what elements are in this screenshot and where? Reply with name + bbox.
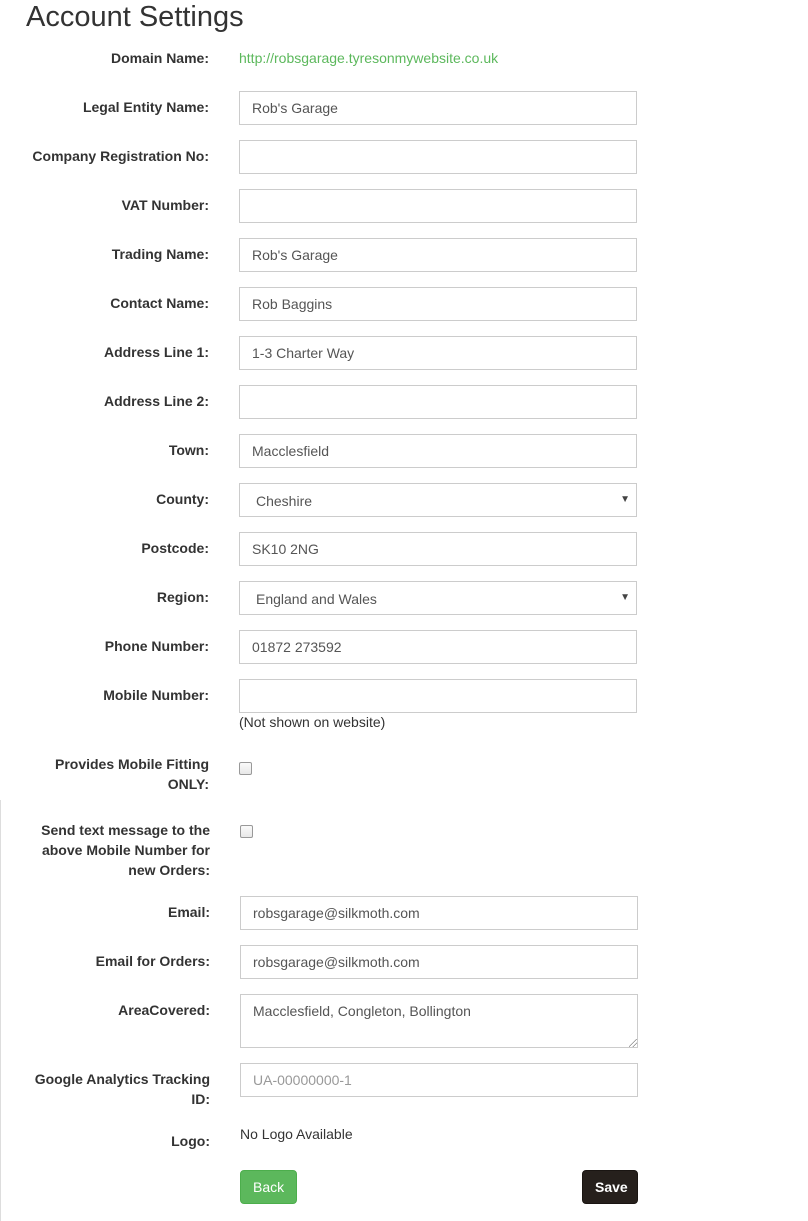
logo-status-text: No Logo Available bbox=[240, 1126, 353, 1142]
label-email-orders: Email for Orders: bbox=[95, 953, 210, 969]
county-select[interactable] bbox=[239, 483, 637, 517]
back-button[interactable]: Back bbox=[240, 1170, 297, 1204]
domain-name-link[interactable]: http://robsgarage.tyresonmywebsite.co.uk bbox=[239, 50, 499, 66]
address-line-1-input[interactable] bbox=[239, 336, 637, 370]
contact-name-input[interactable] bbox=[239, 287, 637, 321]
label-google-analytics-line1: Google Analytics Tracking bbox=[34, 1071, 210, 1087]
label-address-line-1: Address Line 1: bbox=[103, 344, 209, 360]
address-line-2-input[interactable] bbox=[239, 385, 637, 419]
google-analytics-input[interactable] bbox=[240, 1063, 638, 1097]
caret-down-icon: ▼ bbox=[620, 494, 630, 505]
label-address-line-2: Address Line 2: bbox=[103, 393, 209, 409]
company-registration-input[interactable] bbox=[239, 140, 637, 174]
area-covered-wrapper bbox=[240, 994, 638, 1048]
label-town: Town: bbox=[168, 442, 209, 458]
vat-number-input[interactable] bbox=[239, 189, 637, 223]
label-google-analytics-line2: ID: bbox=[191, 1091, 210, 1107]
region-select[interactable] bbox=[239, 581, 637, 615]
caret-down-icon: ▼ bbox=[620, 592, 630, 603]
label-vat-number: VAT Number: bbox=[121, 197, 209, 213]
postcode-input[interactable] bbox=[239, 532, 637, 566]
email-orders-input[interactable] bbox=[240, 945, 638, 979]
send-text-checkbox[interactable] bbox=[240, 825, 253, 838]
phone-number-input[interactable] bbox=[239, 630, 637, 664]
mobile-number-input[interactable] bbox=[239, 679, 637, 713]
left-border-rule bbox=[0, 800, 1, 1221]
mobile-fitting-checkbox[interactable] bbox=[239, 762, 252, 775]
resize-grip-icon[interactable] bbox=[629, 1039, 637, 1047]
label-contact-name: Contact Name: bbox=[110, 295, 209, 311]
trading-name-input[interactable] bbox=[239, 238, 637, 272]
label-email: Email: bbox=[167, 904, 210, 920]
label-mobile-number: Mobile Number: bbox=[103, 687, 209, 703]
page-title: Account Settings bbox=[26, 1, 244, 33]
label-legal-entity-name: Legal Entity Name: bbox=[82, 99, 209, 115]
county-selected-value: Cheshire bbox=[256, 493, 313, 509]
area-covered-textarea[interactable] bbox=[240, 994, 638, 1048]
label-send-text-line2: above Mobile Number for bbox=[41, 842, 210, 858]
label-region: Region: bbox=[156, 589, 209, 605]
label-domain-name: Domain Name: bbox=[110, 50, 209, 66]
label-mobile-fitting-line2: ONLY: bbox=[167, 776, 209, 792]
mobile-number-help: (Not shown on website) bbox=[239, 714, 386, 730]
town-input[interactable] bbox=[239, 434, 637, 468]
legal-entity-name-input[interactable] bbox=[239, 91, 637, 125]
email-input[interactable] bbox=[240, 896, 638, 930]
label-area-covered: AreaCovered: bbox=[118, 1002, 210, 1018]
label-postcode: Postcode: bbox=[141, 540, 209, 556]
label-county: County: bbox=[156, 491, 209, 507]
label-mobile-fitting-line1: Provides Mobile Fitting bbox=[54, 756, 209, 772]
label-send-text-line1: Send text message to the bbox=[41, 822, 210, 838]
label-logo: Logo: bbox=[171, 1133, 210, 1149]
label-send-text-line3: new Orders: bbox=[128, 862, 210, 878]
label-company-registration: Company Registration No: bbox=[32, 148, 209, 164]
label-phone-number: Phone Number: bbox=[104, 638, 209, 654]
region-selected-value: England and Wales bbox=[256, 591, 377, 607]
label-trading-name: Trading Name: bbox=[111, 246, 209, 262]
save-button[interactable]: Save bbox=[582, 1170, 638, 1204]
